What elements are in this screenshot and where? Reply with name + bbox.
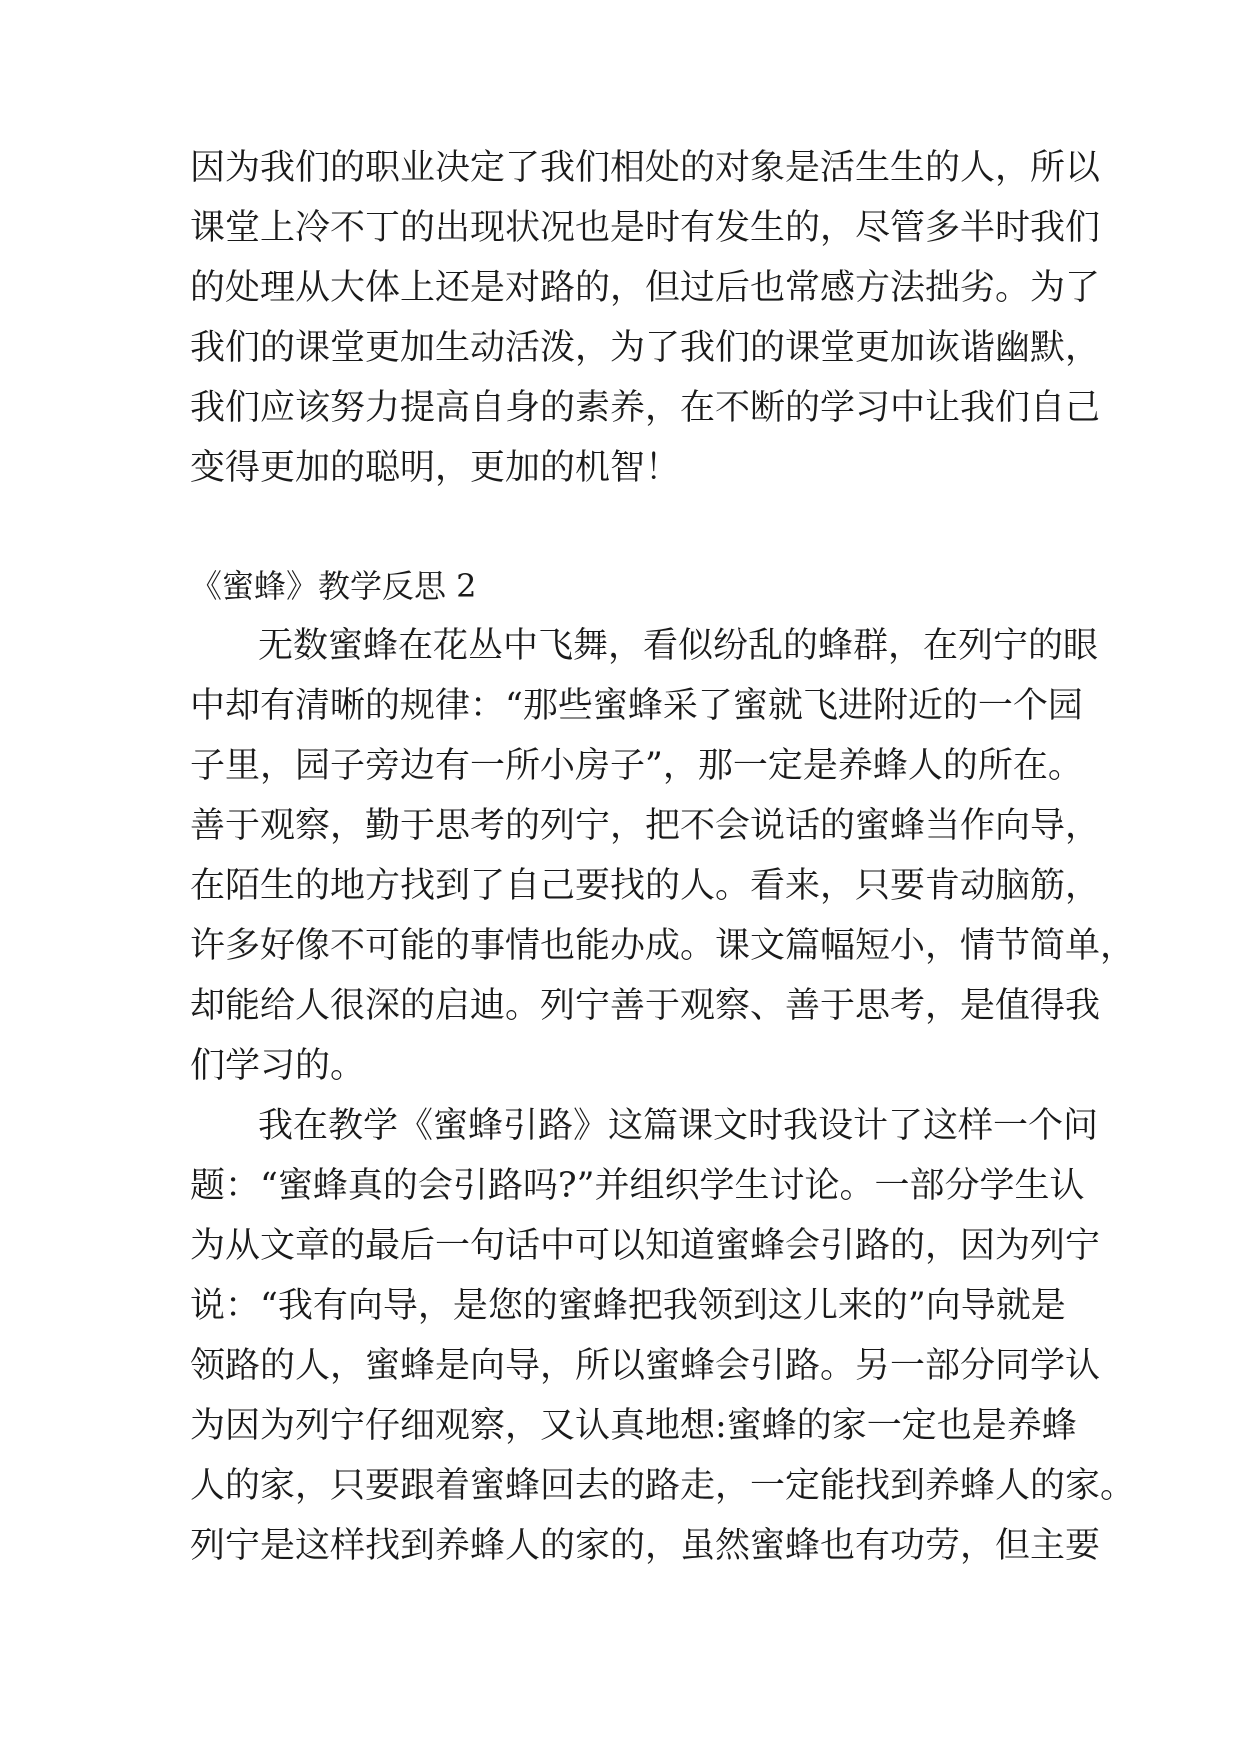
text-line: 我们应该努力提高自身的素养，在不断的学习中让我们自己 [190, 388, 1101, 428]
text-line: 列宁是这样找到养蜂人的家的，虽然蜜蜂也有功劳，但主要 [190, 1526, 1101, 1566]
text-line: 变得更加的聪明，更加的机智！ [190, 448, 681, 488]
text-line: 人的家，只要跟着蜜蜂回去的路走，一定能找到养蜂人的家。 [190, 1466, 1136, 1506]
text-line: 中却有清晰的规律：“那些蜜蜂采了蜜就飞进附近的一个园 [190, 686, 1083, 726]
text-line: 许多好像不可能的事情也能办成。课文篇幅短小，情节简单， [190, 926, 1136, 966]
text-line: 因为我们的职业决定了我们相处的对象是活生生的人，所以 [190, 148, 1101, 188]
text-line: 为从文章的最后一句话中可以知道蜜蜂会引路的，因为列宁 [190, 1226, 1101, 1266]
text-line: 课堂上冷不丁的出现状况也是时有发生的，尽管多半时我们 [190, 208, 1101, 248]
text-line: 题：“蜜蜂真的会引路吗?”并组织学生讨论。一部分学生认 [190, 1166, 1085, 1206]
text-line: 的处理从大体上还是对路的，但过后也常感方法拙劣。为了 [190, 268, 1101, 308]
text-line: 为因为列宁仔细观察，又认真地想:蜜蜂的家一定也是养蜂 [190, 1406, 1077, 1446]
text-line: 无数蜜蜂在花丛中飞舞，看似纷乱的蜂群，在列宁的眼 [258, 626, 1099, 666]
text-line: 我们的课堂更加生动活泼，为了我们的课堂更加诙谐幽默， [190, 328, 1101, 368]
section-title: 《蜜蜂》教学反思 2 [190, 567, 477, 605]
text-line: 说：“我有向导，是您的蜜蜂把我领到这儿来的”向导就是 [190, 1286, 1066, 1326]
text-line: 却能给人很深的启迪。列宁善于观察、善于思考，是值得我 [190, 986, 1101, 1026]
text-line: 在陌生的地方找到了自己要找的人。看来，只要肯动脑筋， [190, 866, 1101, 906]
text-line: 子里，园子旁边有一所小房子”，那一定是养蜂人的所在。 [190, 746, 1083, 786]
text-line: 我在教学《蜜蜂引路》这篇课文时我设计了这样一个问 [258, 1106, 1099, 1146]
text-line: 们学习的。 [190, 1046, 366, 1086]
text-line: 善于观察，勤于思考的列宁，把不会说话的蜜蜂当作向导， [190, 806, 1101, 846]
text-line: 领路的人，蜜蜂是向导，所以蜜蜂会引路。另一部分同学认 [190, 1346, 1101, 1386]
